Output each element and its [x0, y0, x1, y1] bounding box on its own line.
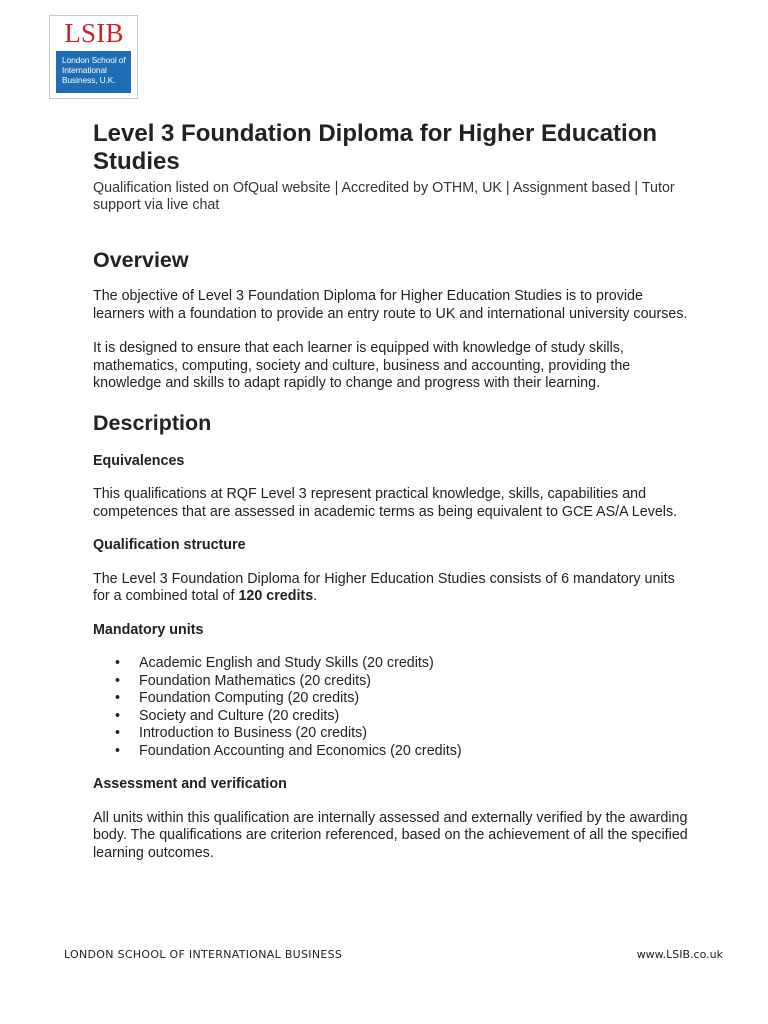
description-heading: Description — [93, 410, 212, 435]
list-item: • Academic English and Study Skills (20 credits) — [139, 655, 693, 673]
list-item: • Foundation Computing (20 credits) — [139, 690, 693, 708]
list-item: • Foundation Mathematics (20 credits) — [139, 673, 693, 691]
structure-heading: Qualification structure — [93, 537, 246, 553]
page-subtitle: Qualification listed on OfQual website | Accredited by OTHM, UK | Assignment based | Tutor support via live chat — [93, 180, 675, 213]
mandatory-units-heading: Mandatory units — [93, 621, 204, 638]
equivalences-heading: Equivalences — [93, 452, 185, 469]
structure-text-end: . — [313, 588, 318, 604]
document-body — [93, 120, 693, 862]
logo-tagline-line: London School of — [62, 55, 126, 65]
footer-organization: LONDON SCHOOL OF INTERNATIONAL BUSINESS — [64, 948, 343, 961]
structure-text-start: The Level 3 Foundation Diploma for Higher Education Studies consists of 6 mandatory units for a combined total of — [93, 570, 675, 604]
overview-paragraph: The objective of Level 3 Foundation Diploma for Higher Education Studies is to provide learners with a foundation to provide an entry route to UK and international university courses. — [93, 288, 688, 322]
list-item: • Introduction to Business (20 credits) — [139, 725, 693, 743]
list-item: • Foundation Accounting and Economics (20 credits) — [139, 743, 693, 761]
mandatory-units-list — [93, 655, 693, 760]
footer-website-link[interactable]: www.LSIB.co.uk — [636, 948, 723, 961]
equivalences-text: This qualifications at RQF Level 3 represent practical knowledge, skills, capabilities and competences that are assessed in academic terms as being equivalent to GCE AS/A Levels. — [93, 486, 678, 520]
overview-paragraph: It is designed to ensure that each learner is equipped with knowledge of study skills, mathematics, computing, society and culture, business and accounting, providing the knowledge and skills to adapt rapidly to change and progress with their learning. — [93, 340, 631, 391]
assessment-heading: Assessment and verification — [93, 776, 287, 792]
logo-wordmark: LSIB — [64, 18, 124, 48]
page-title: Level 3 Foundation Diploma for Higher Education Studies — [93, 120, 658, 175]
structure-text — [93, 571, 693, 606]
structure-credits: 120 credits — [238, 588, 314, 604]
logo-tagline-box — [56, 51, 131, 93]
lsib-logo — [49, 15, 138, 99]
list-item: • Society and Culture (20 credits) — [139, 708, 693, 726]
logo-tagline-line: International — [62, 65, 107, 75]
assessment-text: All units within this qualification are internally assessed and externally verified by the awarding body. The qualifications are criterion referenced, based on the achievement of all the specified learning outcomes. — [93, 809, 688, 861]
overview-heading: Overview — [93, 248, 189, 272]
logo-tagline-line: Business, U.K. — [62, 75, 116, 85]
